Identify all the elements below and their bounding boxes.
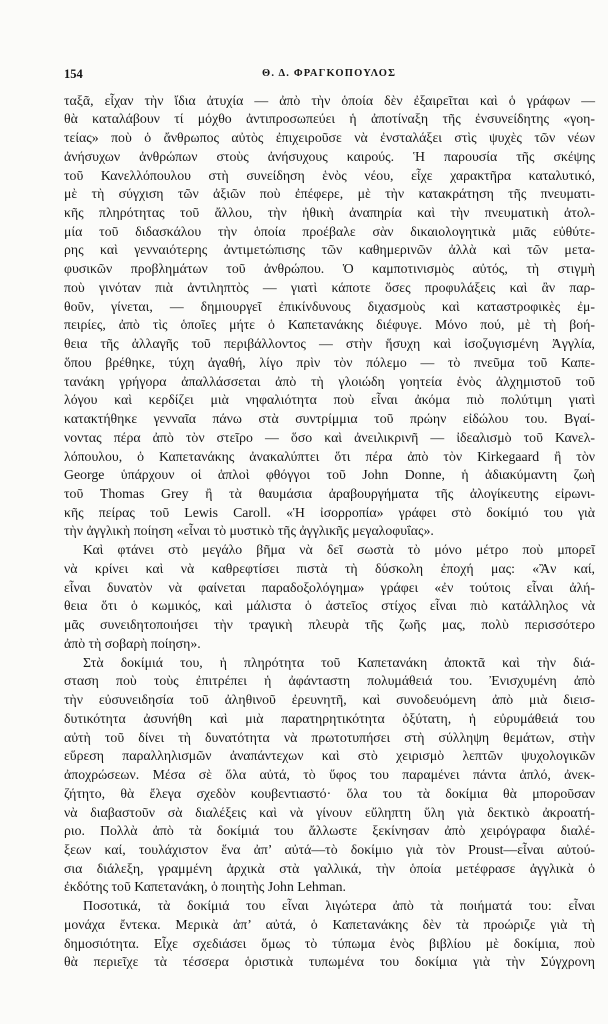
text-line: George ὑπάρχουν οἱ ἁπλοὶ φθόγγοι τοῦ John Donne, ἡ ἀδιακύμαντη ζωὴ (64, 467, 595, 483)
text-line: θὰ καταλάβουν τί μόχθο ἀντιπροσωπεύει ἡ ἀποτίναξη τῆς ἐνσυνείδητης «γοη- (64, 111, 595, 127)
running-head: Θ. Δ. ΦΡΑΓΚΟΠΟΥΛΟΣ (262, 68, 397, 79)
text-line: νὰ κρίνει καὶ νὰ καθρεφτίσει πιστὰ τὴ δύσκολη ἐποχή μας: «Ἂν καί, (64, 560, 595, 576)
text-line: πειρίες, ἀπὸ τὶς ὁποῖες μήτε ὁ Καπετανάκης διέφυγε. Μόνο πού, μὲ τὴ βοή- (64, 317, 595, 333)
text-line: μονάχα ἔντεκα. Μερικὰ ἀπ’ αὐτά, ὁ Καπετανάκης δὲν τὰ προώριζε γιὰ τὴ (64, 916, 595, 932)
text-line: νὰ διαβαστοῦν σὰ διαλέξεις καὶ νὰ γίνουν εὔληπτη ὕλη γιὰ δεκτικὸ ἀκροατή- (64, 804, 595, 820)
text-line: τανάκη γρήγορα ἀπαλλάσσεται ἀπὸ τὴ γλοιώδη γοητεία ἑνὸς ἀλχημιστοῦ τοῦ (64, 373, 595, 389)
page-header (64, 66, 595, 82)
text-line: δημοσιότητα. Εἶχε σχεδιάσει ὅμως τὸ τύπωμα ἑνὸς βιβλίου μὲ δοκίμια, ποὺ (64, 935, 595, 951)
text-line: Καὶ φτάνει στὸ μεγάλο βῆμα νὰ δεῖ σωστὰ τὸ μόνο μέτρο ποὺ μπορεῖ (83, 542, 595, 558)
text-line: ποὺ γινόταν πιὰ ἀντιληπτὸς — γιατὶ κάποτε ὅσες προφυλάξεις καὶ ἂν παρ- (64, 279, 595, 295)
text-line: εὕρεση παραλληλισμῶν ἀναπάντεχων καὶ στὸ χειρισμὸ λεπτῶν ψυχολογικῶν (64, 748, 595, 764)
text-line: κῆς πληρότητας τοῦ ἄλλου, τὴν ἠθικὴ ἀναπηρία καὶ τὴν πνευματικὴ ἀτολ- (64, 205, 595, 220)
text-line: τὴν εὐσυνειδησία τοῦ ἀληθινοῦ ἐρευνητῆ, καὶ συνοδευόμενη ἀπὸ μιὰ διεισ- (64, 692, 595, 708)
text-line: τὴν ἀγγλικὴ ποίηση «εἶναι τὸ μυστικὸ τῆς ἀγγλικῆς μεγαλοφυΐας». (64, 523, 434, 539)
text-line: μία τοῦ διδασκάλου τὴν ὁποία προέβαλε σὰν δικαιολογητικὰ μιᾶς εὐθύτε- (64, 223, 595, 239)
text-line: θεια ὅτι ὁ κωμικός, καὶ μάλιστα ὁ ἀστεῖος στίχος εἶναι πιὸ κατάλληλος νὰ (64, 598, 595, 614)
text-line: λόπουλου, ὁ Καπετανάκης ἀνακαλύπτει ὅτι πέρα ἀπὸ τὸν Kirkegaard ἢ τὸν (64, 448, 595, 464)
text-line: κατακτήθηκε γενναῖα πάνω στὰ συντρίμμια τοῦ πρώην εἰδώλου του. Βγαί- (64, 411, 595, 427)
text-line: ἀνήσυχων ἀνθρώπων στοὺς ἀνήσυχους καιρούς. Ἡ παρουσία τῆς σκέψης (64, 148, 595, 164)
text-line: τοῦ Thomas Grey ἢ τὰ θαυμάσια ἀραβουργήματα τῆς ἀλογίκευτης εἰρωνι- (64, 486, 595, 502)
text-line: δυτικότητα ἀσυνήθη καὶ μιὰ παρατηρητικότητα ὀξύτατη, ἡ εὐρυμάθειά του (64, 710, 595, 726)
text-line: ζήτητο, θὰ ἔλεγα σχεδὸν κουβεντιαστό· ὅλα του τὰ δοκίμια θὰ μποροῦσαν (64, 785, 595, 801)
text-line: κῆς πείρας τοῦ Lewis Caroll. «Ἡ ἰσορροπία» γράφει στὸ δοκίμιό του γιὰ (64, 504, 595, 520)
text-line: ριο. Πολλὰ ἀπὸ τὰ δοκίμιά του ἄλλωστε ξεκίνησαν ἀπὸ χειρόγραφα διαλέ- (64, 823, 595, 839)
text-line: Στὰ δοκίμιά του, ἡ πληρότητα τοῦ Καπετανάκη ἀποκτᾶ καὶ τὴν διά- (83, 654, 595, 670)
text-line: ταξᾶ, εἶχαν τὴν ἴδια ἀτυχία — ἀπὸ τὴν ὁποία δὲν ἐξαιρεῖται καὶ ὁ γράφων — (64, 92, 595, 108)
text-line: ἐκδότης τοῦ Καπετανάκη, ὁ ποιητὴς John Lehman. (64, 879, 346, 895)
text-line: Ποσοτικά, τὰ δοκίμιά του εἶναι λιγώτερα ἀπὸ τὰ ποιήματά του: εἶναι (83, 898, 595, 914)
text-line: ρης καὶ γενναιότερης ἀντιμετώπισης τῶν καθημερινῶν ἀλλὰ καὶ τῶν μετα- (64, 242, 595, 258)
text-line: λόγου καὶ κερδίζει μιὰ νηφαλιότητα ποὺ εἶναι ἀκόμα πιὸ πολύτιμη γιατὶ (64, 392, 595, 408)
paragraph (64, 92, 595, 542)
paragraph (64, 541, 595, 653)
text-line: θοῦν, γίνεται, — δημιουργεῖ ἐπικίνδυνους διχασμοὺς καὶ καταστροφικὲς ἐμ- (64, 298, 595, 314)
text-line: θὰ περιεῖχε τὰ τέσσερα ὁριστικὰ τυπωμένα του δοκίμια γιὰ τὴν Σύγχρονη (64, 954, 595, 970)
text-line: τοῦ Κανελλόπουλου στὴ συνείδηση ἑνὸς νέου, εἶχε χαρακτῆρα καταλυτικό, (64, 167, 595, 183)
text-line: νοντας πέρα ἀπὸ τὸν στεῖρο — ὅσο καὶ ἀνειλικρινῆ — ἰδεαλισμὸ τοῦ Κανελ- (64, 429, 595, 445)
text-line: ξεων καί, τουλάχιστον ἕνα ἀπ’ αὐτά—τὸ δοκίμιο γιὰ τὸν Proust—εἶναι αὐτού- (64, 841, 595, 857)
text-line: μὲ τὴ σύγχιση τῶν ἀξιῶν ποὺ ἐπέφερε, μὲ τὴν κατακράτηση τῆς πνευματι- (64, 186, 595, 202)
text-line: θεια τῆς ἀλλαγῆς τοῦ περιβάλλοντος — στὴν ἥσυχη καὶ ἰσοζυγισμένη Ἀγγλία, (64, 336, 595, 352)
page-number: 154 (64, 67, 83, 81)
text-line: μᾶς συνειδητοποιήσει τὴν τραγικὴ πλευρὰ τῆς ζωῆς μας, πολὺ περισσότερο (64, 617, 595, 633)
text-line: φυσικῶν προβλημάτων τοῦ ἀνθρώπου. Ὁ καμποτινισμὸς αὐτός, τὴ στιγμὴ (64, 261, 595, 277)
text-line: τείας» ποὺ ὁ ἄνθρωπος αὐτὸς ἐπιχειροῦσε νὰ ἐνσταλάξει στὶς ψυχὲς τῶν νέων (64, 130, 595, 146)
text-line: σια διάλεξη, γραμμένη ἀρχικὰ στὰ γαλλικά, τὴν ὁποία μετέφρασε ἀγγλικὰ ὁ (64, 860, 595, 876)
paragraph (64, 654, 595, 898)
text-line: ἀπὸ τὴ σοβαρὴ ποίηση». (64, 635, 201, 651)
paragraph (64, 897, 595, 972)
text-line: αὐτὴ τοῦ δίνει τὴ δυνατότητα νὰ πρωτοτυπήσει στὴ σύλληψη θεμάτων, στὴν (64, 729, 595, 745)
text-line: ὅπου βρέθηκε, τύχη ἀγαθή, λίγο πρὶν τὸν πόλεμο — τὸ πνεῦμα τοῦ Καπε- (64, 354, 595, 370)
body-text (64, 92, 595, 973)
text-line: εἶναι δυνατὸν νὰ φαίνεται παραδοξολόγημα» γράφει «ἐν τούτοις εἶναι ἀλή- (64, 579, 595, 595)
text-line: σταση ποὺ τοὺς ἐπιτρέπει ἡ ἀφάνταστη πολυμάθειά του. Ἐνισχυμένη ἀπὸ (64, 673, 595, 689)
text-line: ἀποχρώσεων. Μέσα σὲ ὅλα αὐτά, τὸ ὕφος του παραμένει πάντα ἁπλό, ἀνεκ- (64, 767, 595, 783)
